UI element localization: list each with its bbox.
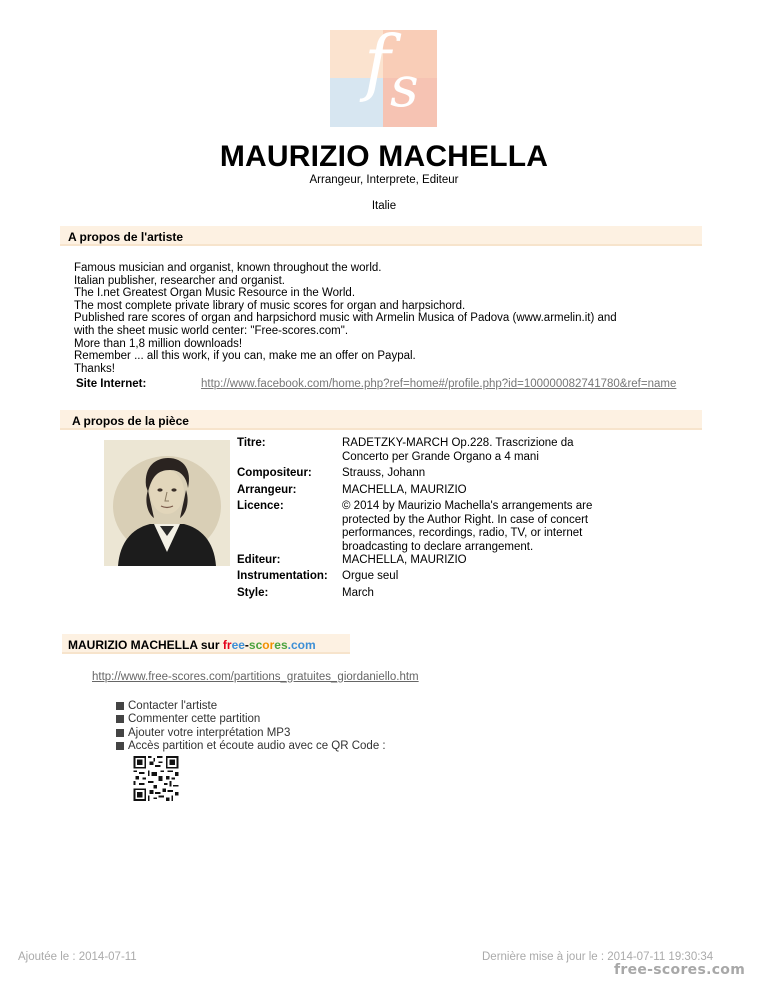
- bullet-icon: [116, 715, 124, 723]
- artist-roles: Arrangeur, Interprete, Editeur: [309, 174, 459, 186]
- title-line: RADETZKY-MARCH Op.228. Trascrizione da: [342, 437, 574, 449]
- action-label: Accès partition et écoute audio avec ce QR Code :: [128, 740, 386, 753]
- about-piece-heading: A propos de la pièce: [60, 410, 702, 430]
- site-link[interactable]: http://www.facebook.com/home.php?ref=home#/profile.php?id=100000082741780&ref=name: [201, 378, 677, 390]
- bio-line: The most complete private library of music scores for organ and harpsichord.: [74, 299, 466, 312]
- site-label: Site Internet:: [76, 378, 147, 390]
- licence-line: broadcasting to declare arrangement.: [342, 540, 534, 553]
- artist-country: Italie: [371, 200, 397, 212]
- title-label: Titre:: [237, 437, 266, 449]
- title-line: Concerto per Grande Organo a 4 mani: [342, 450, 539, 463]
- licence-value: [342, 500, 642, 554]
- artist-name: MAURIZIO MACHELLA: [219, 140, 549, 173]
- bio-line: Published rare scores of organ and harpsichord music with Armelin Musica of Padova (www.armelin.it) and: [74, 312, 617, 325]
- arranger-value: MACHELLA, MAURIZIO: [342, 484, 467, 496]
- actions-list: [116, 700, 386, 754]
- add-mp3-item[interactable]: [116, 727, 386, 740]
- free-scores-logo: f s: [330, 30, 437, 127]
- composer-label: Compositeur:: [237, 467, 312, 479]
- style-label: Style:: [237, 587, 269, 599]
- bullet-icon: [116, 729, 124, 737]
- comment-score-item[interactable]: [116, 713, 386, 726]
- composer-portrait: [104, 440, 230, 566]
- style-value: March: [342, 587, 374, 599]
- publisher-value: MACHELLA, MAURIZIO: [342, 554, 467, 566]
- licence-line: protected by the Author Right. In case of concert: [342, 513, 589, 526]
- bio-line: Famous musician and organist, known throughout the world.: [74, 262, 382, 274]
- updated-date: Dernière mise à jour le : 2014-07-11 19:30:34: [482, 951, 714, 963]
- heading-prefix: MAURIZIO MACHELLA sur: [68, 638, 223, 652]
- brand-part: es: [274, 638, 288, 652]
- bio-line: The I.net Greatest Organ Music Resource in the World.: [74, 287, 356, 300]
- about-artist-heading: A propos de l'artiste: [60, 226, 702, 246]
- composer-value: Strauss, Johann: [342, 467, 426, 479]
- licence-label: Licence:: [237, 500, 284, 512]
- bio-line: More than 1,8 million downloads!: [74, 337, 243, 350]
- bio-line: with the sheet music world center: "Free-scores.com".: [74, 324, 349, 337]
- brand-part: .com: [287, 638, 316, 652]
- footer-brand-logo: free-scores.com: [614, 962, 746, 978]
- publisher-label: Editeur:: [237, 554, 281, 566]
- brand-part: ee: [231, 638, 245, 652]
- instrumentation-label: Instrumentation:: [237, 570, 328, 582]
- bio-line: Remember ... all this work, if you can, make me an offer on Paypal.: [74, 350, 416, 363]
- bullet-icon: [116, 742, 124, 750]
- qr-code-icon[interactable]: [131, 756, 181, 801]
- artist-bio: [74, 262, 714, 375]
- added-date: Ajoutée le : 2014-07-11: [18, 951, 137, 963]
- instrumentation-value: Orgue seul: [342, 570, 399, 582]
- qr-access-item: [116, 740, 386, 753]
- action-label: Contacter l'artiste: [128, 700, 218, 712]
- brand-part: fr: [222, 638, 232, 652]
- licence-line: performances, recordings, radio, TV, or internet: [342, 527, 583, 540]
- on-freescores-heading: [62, 634, 350, 654]
- brand-part: or: [262, 638, 275, 652]
- bio-line: Italian publisher, researcher and organist.: [74, 274, 285, 287]
- brand-part: -: [244, 638, 249, 652]
- piece-title: [342, 437, 642, 464]
- contact-artist-item[interactable]: [116, 700, 386, 713]
- brand-part: sc: [248, 638, 263, 652]
- action-label: Ajouter votre interprétation MP3: [128, 726, 291, 739]
- licence-line: © 2014 by Maurizio Machella's arrangements are: [342, 500, 593, 512]
- arranger-label: Arrangeur:: [237, 484, 297, 496]
- freescores-artist-link[interactable]: http://www.free-scores.com/partitions_gratuites_giordaniello.htm: [92, 671, 419, 683]
- bullet-icon: [116, 702, 124, 710]
- bio-line: Thanks!: [74, 362, 115, 375]
- action-label: Commenter cette partition: [128, 713, 261, 726]
